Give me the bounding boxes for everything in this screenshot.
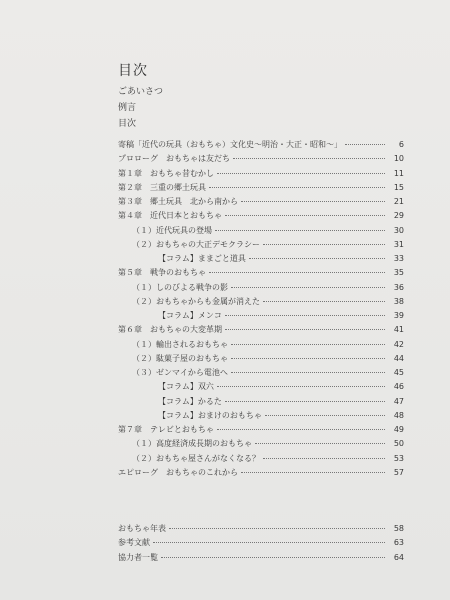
toc-entry xyxy=(118,296,404,310)
toc-entry-title: 【コラム】双六 xyxy=(158,382,214,392)
dot-leader xyxy=(209,187,385,188)
toc-entry xyxy=(118,552,404,566)
dot-leader xyxy=(233,158,385,159)
front-matter-item: 例言 xyxy=(118,103,137,113)
toc-entry-title: 【コラム】メンコ xyxy=(158,311,222,320)
dot-leader xyxy=(215,230,385,231)
toc-entry-title: 第４章 近代日本とおもちゃ xyxy=(118,211,222,221)
dot-leader xyxy=(225,315,385,316)
toc-entry-title: （１）輸出されるおもちゃ xyxy=(132,339,228,349)
toc-entry-page-number: 15 xyxy=(393,182,404,192)
toc-entry xyxy=(118,467,404,481)
toc-entry-title: （１）近代玩具の登場 xyxy=(132,225,212,235)
toc-entry-page-number: 31 xyxy=(393,239,404,249)
toc-entry xyxy=(118,353,404,367)
toc-entry-page-number: 35 xyxy=(393,268,404,278)
toc-entry-title: 協力者一覧 xyxy=(118,552,158,562)
toc-entry xyxy=(118,282,404,296)
toc-entry-title: 第１章 おもちゃ昔むかし xyxy=(118,168,214,178)
dot-leader xyxy=(345,144,385,145)
toc-entry-page-number: 11 xyxy=(393,168,404,178)
toc-entry-page-number: 64 xyxy=(393,552,404,562)
toc-entry-title: 【コラム】かるた xyxy=(158,396,222,406)
dot-leader xyxy=(263,301,385,302)
toc-entry xyxy=(118,267,404,281)
table-of-contents xyxy=(118,139,404,481)
toc-entry-title: 第３章 郷土玩具 北から南から xyxy=(118,197,238,206)
dot-leader xyxy=(231,287,385,288)
dot-leader xyxy=(263,244,385,245)
toc-entry-title: 寄稿「近代の玩具（おもちゃ）文化史〜明治・大正・昭和〜」 xyxy=(118,140,342,149)
toc-entry-title: エピローグ おもちゃのこれから xyxy=(118,467,238,477)
dot-leader xyxy=(161,557,385,558)
toc-entry xyxy=(118,196,404,210)
dot-leader xyxy=(225,329,385,330)
toc-entry-title: 第２章 三重の郷土玩具 xyxy=(118,182,206,192)
toc-entry-page-number: 6 xyxy=(398,140,404,149)
dot-leader xyxy=(241,472,385,473)
toc-entry-title: （１）高度経済成長期のおもちゃ xyxy=(132,439,252,449)
toc-entry xyxy=(118,410,404,424)
toc-entry-page-number: 44 xyxy=(393,353,404,363)
toc-entry-page-number: 49 xyxy=(393,425,404,434)
toc-entry-page-number: 63 xyxy=(393,538,404,548)
toc-entry-page-number: 33 xyxy=(393,254,404,263)
toc-entry-page-number: 29 xyxy=(393,211,404,221)
toc-entry-page-number: 38 xyxy=(393,296,404,306)
toc-entry-page-number: 53 xyxy=(393,453,404,463)
dot-leader xyxy=(241,201,385,202)
toc-entry xyxy=(118,239,404,253)
dot-leader xyxy=(231,358,385,359)
toc-entry-page-number: 41 xyxy=(393,325,404,335)
front-matter-list xyxy=(118,84,163,132)
dot-leader xyxy=(265,415,385,416)
toc-entry-title: （３）ゼンマイから電池へ xyxy=(132,368,228,377)
dot-leader xyxy=(263,458,385,459)
dot-leader xyxy=(225,215,385,216)
toc-entry-title: 【コラム】おまけのおもちゃ xyxy=(158,410,262,420)
page-title: 目次 xyxy=(118,63,148,79)
toc-entry xyxy=(118,438,404,452)
dot-leader xyxy=(209,272,385,273)
front-matter-item: 目次 xyxy=(118,119,137,129)
toc-entry-page-number: 42 xyxy=(393,339,404,349)
toc-entry-title: 第６章 おもちゃの大変革期 xyxy=(118,325,222,335)
appendix-list xyxy=(118,523,404,566)
toc-entry xyxy=(118,310,404,324)
toc-entry xyxy=(118,139,404,153)
toc-entry-page-number: 50 xyxy=(393,439,404,449)
dot-leader xyxy=(169,528,385,529)
toc-entry xyxy=(118,523,404,537)
toc-entry xyxy=(118,168,404,182)
toc-entry xyxy=(118,324,404,338)
dot-leader xyxy=(231,372,385,373)
toc-entry xyxy=(118,381,404,395)
toc-entry-title: 第７章 テレビとおもちゃ xyxy=(118,425,214,434)
toc-entry-page-number: 45 xyxy=(393,368,404,377)
toc-entry-page-number: 46 xyxy=(393,382,404,392)
dot-leader xyxy=(217,386,385,387)
toc-entry-page-number: 39 xyxy=(393,311,404,320)
toc-entry-title: （１）しのびよる戦争の影 xyxy=(132,282,228,292)
toc-entry-page-number: 48 xyxy=(393,410,404,420)
toc-entry xyxy=(118,225,404,239)
dot-leader xyxy=(217,429,385,430)
toc-entry xyxy=(118,424,404,438)
toc-entry xyxy=(118,182,404,196)
toc-entry-page-number: 36 xyxy=(393,282,404,292)
toc-entry-title: 第５章 戦争のおもちゃ xyxy=(118,268,206,278)
dot-leader xyxy=(217,173,385,174)
toc-entry xyxy=(118,339,404,353)
toc-entry xyxy=(118,537,404,551)
dot-leader xyxy=(153,542,385,543)
dot-leader xyxy=(225,401,385,402)
toc-entry-title: （２）おもちゃの大正デモクラシー xyxy=(132,239,260,249)
toc-entry-page-number: 57 xyxy=(393,467,404,477)
toc-entry-page-number: 58 xyxy=(393,524,404,533)
toc-entry xyxy=(118,210,404,224)
toc-entry xyxy=(118,453,404,467)
front-matter-item: ごあいさつ xyxy=(118,87,164,97)
dot-leader xyxy=(255,443,385,444)
toc-entry-title: プロローグ おもちゃは友だち xyxy=(118,154,230,164)
toc-entry xyxy=(118,253,404,267)
dot-leader xyxy=(249,258,385,259)
toc-entry xyxy=(118,367,404,381)
dot-leader xyxy=(231,344,385,345)
toc-entry xyxy=(118,396,404,410)
toc-entry-title: おもちゃ年表 xyxy=(118,524,166,533)
toc-entry-title: 【コラム】ままごと道具 xyxy=(158,254,246,263)
toc-entry-page-number: 10 xyxy=(393,154,404,164)
toc-entry-page-number: 30 xyxy=(393,225,404,235)
toc-entry-title: （２）おもちゃ屋さんがなくなる？ xyxy=(132,453,260,463)
toc-entry-page-number: 21 xyxy=(393,197,404,206)
toc-entry-title: （２）おもちゃからも金属が消えた xyxy=(132,296,260,306)
toc-entry-title: 参考文献 xyxy=(118,538,150,548)
toc-entry-title: （２）駄菓子屋のおもちゃ xyxy=(132,353,228,363)
toc-entry xyxy=(118,153,404,167)
toc-entry-page-number: 47 xyxy=(393,396,404,406)
